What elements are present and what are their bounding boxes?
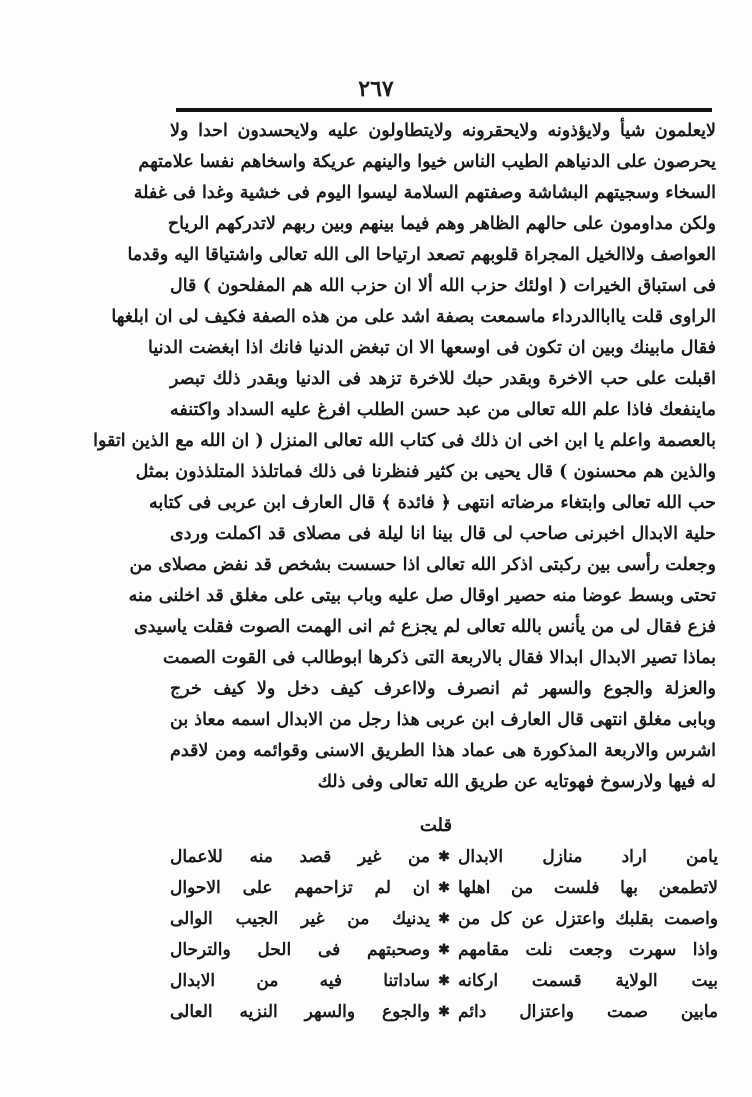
poem	[170, 842, 718, 1028]
hemistich-second: وصحبتهم فى الحل والترحال	[170, 940, 430, 960]
hemistich-second: يدنيك من غير الجيب الوالى	[170, 909, 430, 929]
verse-separator: ✱	[438, 1004, 450, 1020]
text-line: فزع فقال لى من يأنس بالله تعالى لم يجزع ثم انى الهمت الصوت فقلت ياسيدى	[133, 617, 716, 637]
verse-separator: ✱	[438, 942, 450, 958]
hemistich-second: ساداتنا فيه من الابدال	[170, 971, 430, 991]
verse-separator: ✱	[438, 911, 450, 927]
header-rule	[176, 108, 712, 112]
verse-separator: ✱	[438, 973, 450, 989]
hemistich-first: مابين صمت واعتزال دائم	[458, 1002, 718, 1022]
text-line: لايعلمون شيأ ولايؤذونه ولايحقرونه ولايتطاولون عليه ولايحسدون احدا ولا	[170, 121, 716, 141]
text-line: وبابى مغلق انتهى قال العارف ابن عربى هذا رجل من الابدال اسمه معاذ بن	[170, 710, 716, 730]
text-line: والعزلة والجوع والسهر ثم انصرف ولااعرف كيف دخل ولا كيف خرج	[170, 679, 716, 699]
hemistich-second: والجوع والسهر النزيه العالى	[170, 1002, 430, 1022]
text-line: والذين هم محسنون ) قال يحيى بن كثير فنظرنا فى ذلك فماتلذذ المتلذذون بمثل	[135, 462, 716, 482]
hemistich-first: واصمت بقلبك واعتزل عن كل من	[458, 909, 718, 929]
poem-verse	[170, 842, 718, 873]
section-label: قلت	[419, 815, 453, 836]
text-line: اقبلت على حب الاخرة وبقدر حبك للاخرة تزهد فى الدنيا وبقدر ذلك تبصر	[170, 369, 716, 389]
body-text	[93, 116, 716, 798]
text-line: له فيها ولارسوخ فهوتايه عن طريق الله تعالى وفى ذلك	[317, 772, 716, 792]
hemistich-second: ان لم تزاحمهم على الاحوال	[170, 878, 430, 898]
text-line: حب الله تعالى وابتغاء مرضاته انتهى ﴿ فائدة ﴾ قال العارف ابن عربى فى كتابه	[149, 493, 716, 513]
text-line: ماينفعك فاذا علم الله تعالى من عبد حسن الطلب افرغ عليه السداد واكتنفه	[170, 400, 716, 420]
text-line: فى استباق الخيرات ( اولئك حزب الله ألا ان حزب الله هم المفلحون ) قال	[170, 276, 716, 296]
hemistich-first: لاتطمعن بها فلست من اهلها	[458, 878, 718, 898]
text-line: ولكن مداومون على حالهم الظاهر وهم فيما بينهم وبين ربهم لاتدركهم الرياح	[167, 214, 716, 234]
text-line: الراوى قلت يااباالدرداء ماسمعت بصفة اشد على من هذه الصفة فكيف لى ان ابلغها	[111, 307, 716, 327]
text-line: بماذا تصير الابدال ابدالا فقال بالاربعة التى ذكرها ابوطالب فى القوت الصمت	[163, 648, 716, 668]
poem-verse	[170, 997, 718, 1028]
page-number: ٢٦٧	[358, 76, 394, 102]
text-line: حلية الابدال اخبرنى صاحب لى قال بينا انا ليلة فى مصلاى قد اكملت وردى	[170, 524, 716, 544]
text-line: يحرصون على الدنياهم الطيب الناس خيوا والينهم عريكة واسخاهم نفسا علامتهم	[138, 152, 716, 172]
text-line: السخاء وسجيتهم البشاشة وصفتهم السلامة ليسوا اليوم فى خشية وغدا فى غفلة	[133, 183, 716, 203]
poem-verse	[170, 873, 718, 904]
verse-separator: ✱	[438, 880, 450, 896]
text-line: اشرس والاربعة المذكورة هى عماد هذا الطريق الاسنى وقوائمه ومن لاقدم	[170, 741, 716, 761]
text-line: بالعصمة واعلم يا ابن اخى ان ذلك فى كتاب الله تعالى المنزل ( ان الله مع الذين اتقوا	[93, 431, 716, 451]
text-line: وجعلت رأسى بين ركبتى اذكر الله تعالى اذا حسست بشخص قد نفض مصلاى من	[129, 555, 716, 575]
text-line: تحتى وبسط عوضا منه حصير اوقال صل عليه وباب بيتى على مغلق قد اخلنى منه	[128, 586, 716, 606]
hemistich-first: واذا سهرت وجعت نلت مقامهم	[458, 940, 718, 960]
poem-verse	[170, 935, 718, 966]
hemistich-first: بيت الولاية قسمت اركانه	[458, 971, 718, 991]
text-line: فقال مابينك وبين ان تكون فى اوسعها الا ان تبغض الدنيا فانك اذا ابغضت الدنيا	[148, 338, 716, 358]
text-line: العواصف ولاالخيل المجراة قلوبهم تصعد ارتياحا الى الله تعالى واشتياقا اليه وقدما	[127, 245, 716, 265]
poem-verse	[170, 966, 718, 997]
hemistich-first: يامن اراد منازل الابدال	[458, 847, 718, 867]
hemistich-second: من غير قصد منه للاعمال	[170, 847, 430, 867]
poem-verse	[170, 904, 718, 935]
verse-separator: ✱	[438, 849, 450, 865]
